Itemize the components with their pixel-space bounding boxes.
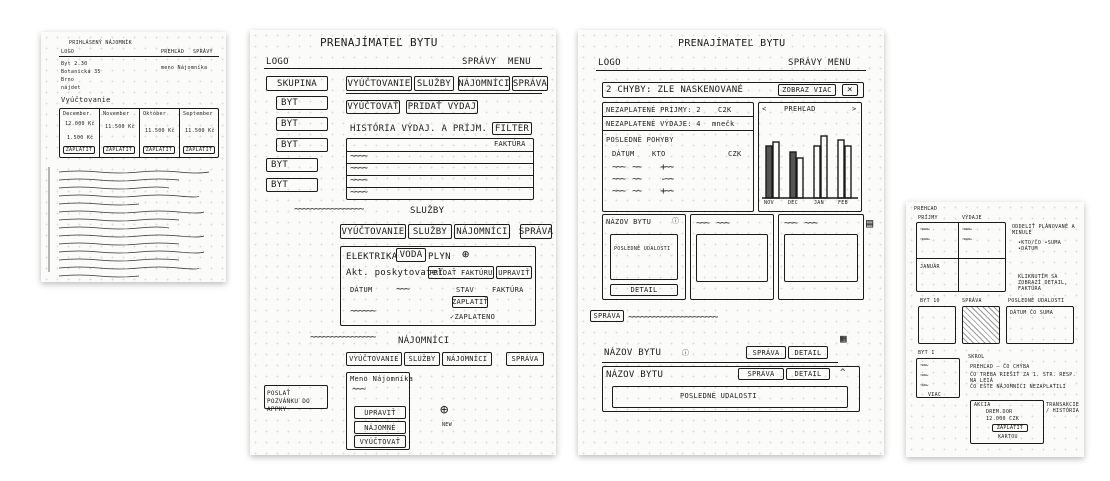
chart-next-icon[interactable]: > bbox=[852, 105, 857, 113]
utility-tab-gas[interactable]: PLYN bbox=[428, 252, 451, 262]
manage-button[interactable]: SPRÁVA bbox=[738, 368, 784, 380]
sketch-sheet-landlord bbox=[250, 30, 556, 455]
placeholder-text: ~~~ ~~~ bbox=[784, 218, 817, 229]
unpaid-expenses-value: mnečk bbox=[712, 120, 735, 128]
card-label: AKCIA bbox=[974, 402, 991, 408]
pay-button[interactable]: ZAPLATIŤ bbox=[103, 146, 135, 154]
card-sub: DREM.DOR bbox=[986, 409, 1013, 415]
events-box bbox=[610, 234, 678, 280]
overview-bar-chart bbox=[758, 102, 862, 212]
col-date: DÁTUM bbox=[612, 150, 635, 158]
income-label: PRÍJMY bbox=[918, 215, 938, 221]
next-cards-icon[interactable]: ▤ bbox=[866, 216, 874, 230]
col-invoice: FAKTÚRA bbox=[492, 286, 524, 294]
tenant-menu-edit[interactable]: UPRAVIŤ bbox=[354, 406, 406, 419]
section-divider: ~~~~~~~~~~~~~~~~ bbox=[310, 332, 375, 343]
placeholder-text: ~~~ ~~~ bbox=[696, 218, 729, 229]
tab-billing[interactable]: VYÚČTOVANIE bbox=[346, 76, 412, 91]
edit-button[interactable]: UPRAVIŤ bbox=[496, 266, 532, 279]
nav-menu[interactable]: MENU bbox=[508, 57, 531, 67]
placeholder-text: ~~~ bbox=[396, 284, 409, 295]
nav-overview[interactable]: PREHĽAD bbox=[161, 49, 185, 55]
month-header: Október bbox=[143, 111, 167, 117]
month-header: December bbox=[63, 111, 90, 117]
tab-services[interactable]: SLUŽBY bbox=[414, 76, 454, 91]
card-amount: 12.000 CZK bbox=[986, 416, 1020, 422]
more-label[interactable]: VIAC bbox=[928, 392, 942, 398]
note-text: KLIKNUTÍM SA ZOBRAZÍ DETAIL, FAKTÚRA bbox=[1018, 274, 1068, 292]
note-text: ČO EŠTE NÁJOMNÍCI NEZAPLATILI bbox=[970, 384, 1066, 390]
grid-view-icon[interactable]: ▦ bbox=[840, 332, 847, 345]
recent-events-label: POSLEDNÉ UDALOSTI bbox=[614, 246, 671, 252]
new-label: NEW bbox=[442, 422, 452, 428]
placeholder-text: ~~~~ bbox=[350, 151, 367, 162]
tab-billing[interactable]: VYÚČTOVANIE bbox=[346, 352, 402, 366]
manage-button[interactable]: SPRÁVA bbox=[590, 310, 624, 322]
scribble-notes bbox=[41, 32, 226, 282]
nav-menu[interactable]: MENU bbox=[828, 58, 851, 68]
placeholder-text: ~~~~ bbox=[920, 372, 927, 379]
recent-events-label: POSLEDNÉ UDALOSTI bbox=[680, 392, 757, 400]
sidebar-item-byt[interactable]: BYT bbox=[266, 158, 318, 172]
sidebar-item-byt[interactable]: BYT bbox=[276, 96, 328, 110]
utility-tab-electricity[interactable]: ELEKTRIKA bbox=[346, 252, 398, 262]
card-right-label: TRANSAKCIE / HISTÓRIA bbox=[1046, 402, 1080, 414]
address-line: Brno bbox=[61, 77, 75, 83]
recent-moves-title: POSLEDNÉ POHYBY bbox=[606, 136, 674, 144]
summary-table bbox=[916, 222, 1006, 292]
history-title: HISTÓRIA VÝDAJ. A PRÍJM. bbox=[350, 124, 488, 134]
sketch-sheet-tenant bbox=[41, 32, 226, 282]
sheet-title: PRENAJÍMATEĽ BYTU bbox=[678, 38, 786, 49]
month-label: JANUÁR bbox=[920, 264, 940, 270]
pay-button[interactable]: ZAPLATIŤ bbox=[451, 298, 489, 306]
nav-messages[interactable]: SPRÁVY bbox=[462, 57, 497, 67]
tab-services[interactable]: SLUŽBY bbox=[408, 224, 452, 239]
invoice-column-header[interactable]: FAKTÚRA bbox=[494, 140, 526, 148]
placeholder-text: ~~~~ bbox=[350, 187, 367, 198]
amount: 11.500 Kč bbox=[105, 124, 135, 130]
flat-thumb[interactable] bbox=[918, 306, 956, 344]
chart-month: JAN bbox=[814, 200, 824, 206]
sheet-title: PRIHLÁSENÝ NÁJOMNÍK bbox=[69, 40, 132, 46]
placeholder-text: ~~~ ~~ -~~ bbox=[612, 174, 673, 185]
address-line: nájdet bbox=[61, 85, 81, 91]
tab-manage[interactable]: SPRÁVA bbox=[520, 224, 552, 239]
events-label: POSLEDNÉ UDALOSTI bbox=[1008, 298, 1065, 304]
nav-logo[interactable]: LOGO bbox=[598, 58, 621, 68]
note-text: •KTO/ČO •SUMA •DÁTUM bbox=[1018, 240, 1062, 252]
card-image bbox=[696, 234, 768, 282]
nav-messages[interactable]: SPRÁVY bbox=[193, 49, 213, 55]
nav-logo[interactable]: LOGO bbox=[266, 57, 289, 67]
unpaid-income-value: C2K bbox=[718, 106, 732, 114]
flat-card-title: NÁZOV BYTU bbox=[606, 218, 652, 226]
tab-tenants[interactable]: NÁJOMNÍCI bbox=[458, 76, 510, 91]
placeholder-text: ~~~~ bbox=[350, 175, 367, 186]
sheet-title: PREHĽAD bbox=[914, 206, 938, 212]
tenants-heading: NÁJOMNÍCI bbox=[398, 336, 450, 346]
nav-logo[interactable]: LOGO bbox=[61, 49, 75, 55]
note-text: ČO TREBA RIEŠIŤ ZA 1. STR. RESP. NA LEIÁ bbox=[970, 372, 1076, 384]
address-line: Byt 2.30 bbox=[61, 61, 88, 67]
chart-month: DEC bbox=[788, 200, 798, 206]
flat-row-name[interactable]: NÁZOV BYTU bbox=[606, 370, 664, 380]
amount: 11.500 Kč bbox=[145, 128, 175, 134]
col-who: KTO bbox=[652, 150, 666, 158]
sub-amount: 1.500 Kč bbox=[67, 135, 94, 141]
amount: 12.000 Kč bbox=[65, 121, 95, 127]
add-expense-button[interactable]: PRIDAŤ VÝDAJ bbox=[407, 102, 477, 112]
card-pay-method: KARTOU bbox=[998, 434, 1018, 440]
manage-label: SPRÁVA bbox=[962, 298, 982, 304]
section-divider: ~~~~~~~~~~~~~~~~~ bbox=[294, 204, 363, 215]
nav-messages[interactable]: SPRÁVY bbox=[788, 58, 823, 68]
pay-button[interactable]: ZAPLATIŤ bbox=[183, 146, 215, 154]
manage-button[interactable]: SPRÁVA bbox=[746, 346, 786, 359]
add-tenant-icon[interactable]: ⊕ bbox=[440, 402, 449, 418]
pay-button[interactable]: ZAPLATIŤ bbox=[143, 146, 175, 154]
section-title: Vyúčtovanie bbox=[61, 96, 111, 104]
detail-button[interactable]: DETAIL bbox=[610, 284, 678, 296]
add-invoice-button[interactable]: PRIDAŤ FAKTÚRU bbox=[428, 266, 494, 279]
chart-title: PREHĽAD bbox=[784, 105, 816, 113]
close-icon[interactable]: × bbox=[842, 84, 858, 96]
info-icon[interactable]: ⓘ bbox=[672, 217, 680, 225]
placeholder-text: ~~~~ bbox=[920, 362, 927, 369]
collapse-icon[interactable]: ^ bbox=[840, 368, 846, 378]
tenant-name: meno Nájomníka bbox=[161, 65, 208, 71]
chart-month: FEB bbox=[838, 200, 848, 206]
sketch-sheet-dashboard bbox=[578, 30, 884, 455]
chart-prev-icon[interactable]: < bbox=[762, 105, 767, 113]
col-amount: CZK bbox=[728, 150, 742, 158]
flat-row-name[interactable]: NÁZOV BYTU bbox=[604, 348, 662, 358]
sidebar-item-byt[interactable]: BYT bbox=[276, 138, 328, 152]
add-utility-icon[interactable]: ⊕ bbox=[462, 247, 470, 261]
month-header: September bbox=[183, 111, 213, 117]
filter-button[interactable]: FILTER bbox=[492, 122, 532, 135]
tab-services[interactable]: SLUŽBY bbox=[404, 352, 440, 366]
placeholder-text: ~~~~~ bbox=[962, 226, 971, 233]
sheet-title: PRENAJÍMATEĽ BYTU bbox=[320, 36, 438, 49]
info-icon[interactable]: ⓘ bbox=[682, 349, 690, 357]
placeholder-text: ~~~ bbox=[352, 384, 365, 395]
sidebar-item-byt[interactable]: BYT bbox=[276, 117, 328, 131]
note-text: ODDELIŤ PLÁNOVANÉ A MINULÉ bbox=[1012, 224, 1075, 236]
show-more-button[interactable]: ZOBRAZ VIAC bbox=[778, 84, 836, 96]
placeholder-text: ~~~~ bbox=[350, 163, 367, 174]
services-heading: SLUŽBY bbox=[410, 206, 445, 216]
tab-billing[interactable]: VYÚČTOVANIE bbox=[340, 224, 406, 239]
placeholder-text: ~~~~~ bbox=[920, 236, 929, 243]
pay-button[interactable]: ZAPLATIŤ bbox=[992, 424, 1028, 432]
placeholder-text: ~~~ ~~ +~~ bbox=[612, 186, 673, 197]
tenant-name: Meno Nájomníka bbox=[350, 375, 414, 383]
flat-label: BYT 1 bbox=[918, 350, 935, 356]
tab-manage[interactable]: SPRÁVA bbox=[512, 76, 548, 91]
col-date: DÁTUM bbox=[350, 286, 373, 294]
col-status: STAV bbox=[456, 286, 475, 294]
placeholder-text: ~~~~~ bbox=[962, 236, 971, 243]
chart-month: NOV bbox=[764, 200, 774, 206]
unpaid-expenses[interactable]: NEZAPLATENÉ VÝDAJE: 4 bbox=[606, 120, 701, 128]
alert-text: 2 CHYBY: ZLE NASKENOVANÉ bbox=[606, 85, 744, 95]
address-line: Botanická 35 bbox=[61, 69, 101, 75]
tenant-menu-bill[interactable]: VYÚČTOVAŤ bbox=[354, 435, 406, 448]
placeholder-text: ~~~ ~~ +~~ bbox=[612, 162, 673, 173]
tenant-menu-rent[interactable]: NÁJOMNÉ bbox=[354, 421, 406, 434]
provider-label: Akt. poskytovateľ bbox=[346, 268, 444, 278]
pay-button[interactable]: ZAPLATIŤ bbox=[63, 146, 95, 154]
event-detail: DÁTUM ČO SUMA bbox=[1010, 310, 1054, 316]
section-divider: ~~~~~~~~~~~~~~~~~~~~~~ bbox=[628, 312, 717, 323]
placeholder-text: ~~~~~~ bbox=[350, 306, 375, 317]
sketch-sheet-overview bbox=[906, 202, 1084, 457]
sidebar-item-byt[interactable]: BYT bbox=[266, 178, 318, 192]
bill-button[interactable]: VYÚČTOVAŤ bbox=[347, 102, 399, 112]
tab-tenants[interactable]: NÁJOMNÍCI bbox=[454, 224, 510, 239]
detail-button[interactable]: DETAIL bbox=[788, 346, 828, 359]
placeholder-text: ~~~~ bbox=[920, 382, 927, 389]
invite-button[interactable]: POSLAŤ POZVÁNKU DO APPKY bbox=[267, 390, 311, 413]
paid-status: ✓ZAPLATENO bbox=[450, 313, 496, 321]
utility-tab-water[interactable]: VODA bbox=[396, 248, 426, 262]
tab-manage[interactable]: SPRÁVA bbox=[506, 352, 544, 366]
month-header: November bbox=[103, 111, 130, 117]
detail-button[interactable]: DETAIL bbox=[786, 368, 830, 380]
amount: 11.500 Kč bbox=[185, 128, 215, 134]
note-text: PREHĽAD – ČO CHÝBA bbox=[970, 364, 1030, 370]
sidebar-group[interactable]: SKUPINA bbox=[266, 76, 328, 91]
unpaid-income[interactable]: NEZAPLATENÉ PRÍJMY: 2 bbox=[606, 106, 701, 114]
expenses-label: VÝDAJE bbox=[962, 215, 982, 221]
flat-thumb-hatched[interactable] bbox=[962, 306, 1000, 344]
card-image bbox=[784, 234, 858, 282]
scroll-label: SKROL bbox=[968, 354, 985, 360]
flat-label: BYT 10 bbox=[920, 298, 940, 304]
placeholder-text: ~~~~~ bbox=[920, 226, 929, 233]
tab-tenants[interactable]: NÁJOMNÍCI bbox=[442, 352, 492, 366]
